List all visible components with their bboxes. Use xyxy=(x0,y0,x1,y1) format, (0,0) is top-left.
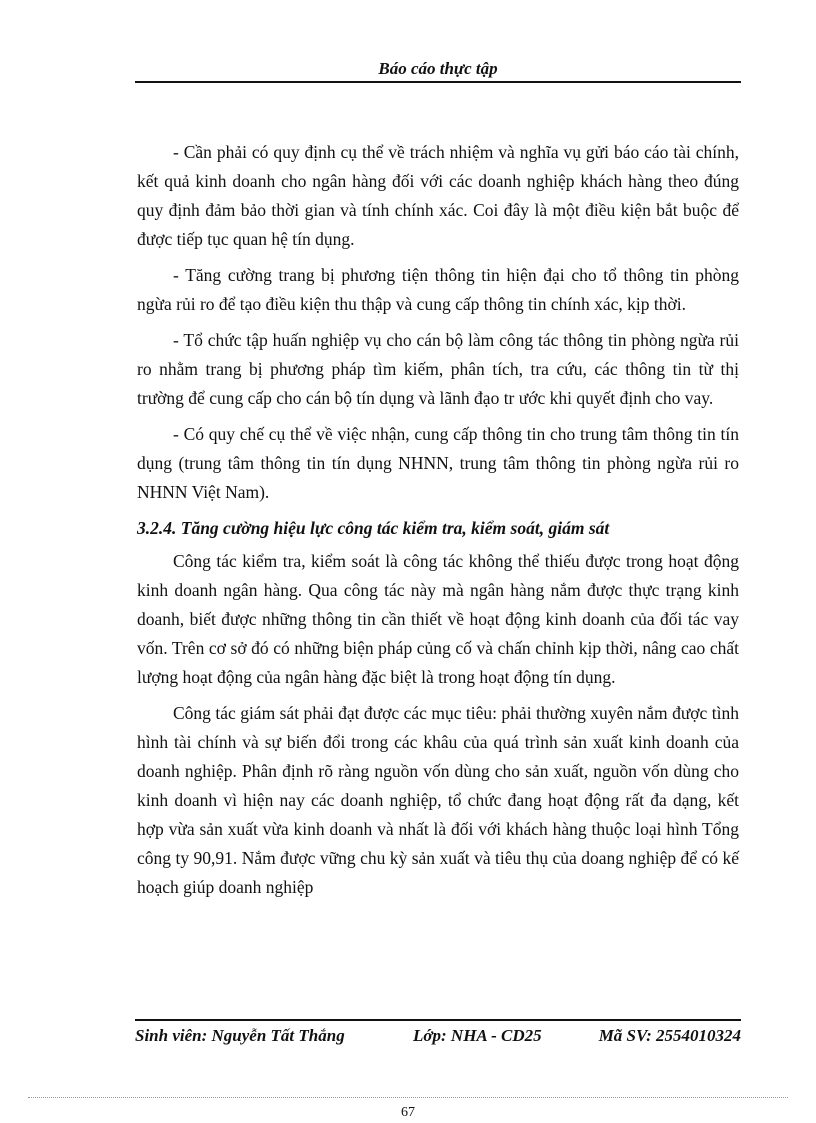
page-header-title: Báo cáo thực tập xyxy=(378,59,498,78)
page-boundary-line xyxy=(28,1097,788,1098)
paragraph-supervision-goals: Công tác giám sát phải đạt được các mục tiêu: phải thường xuyên nắm được tình hình tài chính và sự biến đổi trong các khâu của quá trình sản xuất kinh doanh của doanh nghiệp. Phân định rõ ràng nguồn vốn dùng cho sản xuất, nguồn vốn dùng cho kinh doanh vì hiện nay các doanh nghiệp, tổ chức đang hoạt động rất đa dạng, kết hợp vừa sản xuất vừa kinh doanh và nhất là đối với khách hàng thuộc loại hình Tổng công ty 90,91. Nắm được vững chu kỳ sản xuất và tiêu thụ của doang nghiệp để có kế hoạch giúp doanh nghiệp xyxy=(137,703,739,897)
section-heading-3-2-4: 3.2.4. Tăng cường hiệu lực công tác kiểm tra, kiểm soát, giám sát xyxy=(137,518,610,538)
footer-divider xyxy=(135,1019,741,1021)
page-footer xyxy=(135,1024,741,1048)
paragraph-info-equipment: - Tăng cường trang bị phương tiện thông tin hiện đại cho tổ thông tin phòng ngừa rủi ro để tạo điều kiện thu thập và cung cấp thông tin chính xác, kịp thời. xyxy=(137,265,739,314)
page-number: 67 xyxy=(401,1105,415,1120)
paragraph-report-obligation: - Cần phải có quy định cụ thể về trách nhiệm và nghĩa vụ gửi báo cáo tài chính, kết quả kinh doanh cho ngân hàng đối với các doanh nghiệp khách hàng theo đúng quy định đảm bảo thời gian và tính chính xác. Coi đây là một điều kiện bắt buộc để được tiếp tục quan hệ tín dụng. xyxy=(137,142,739,249)
footer-class-code: Lớp: NHA - CD25 xyxy=(413,1026,542,1045)
paragraph-training: - Tổ chức tập huấn nghiệp vụ cho cán bộ làm công tác thông tin phòng ngừa rủi ro nhằm trang bị phương pháp tìm kiếm, phân tích, tra cứu, các thông tin từ thị trường để cung cấp cho cán bộ tín dụng và lãnh đạo tr ước khi quyết định cho vay. xyxy=(137,330,739,408)
header-divider xyxy=(135,81,741,83)
footer-student-name: Sinh viên: Nguyễn Tất Thắng xyxy=(135,1026,345,1045)
paragraph-inspection-control: Công tác kiểm tra, kiểm soát là công tác không thể thiếu được trong hoạt động kinh doanh ngân hàng. Qua công tác này mà ngân hàng nắm được thực trạng kinh doanh, biết được những thông tin cần thiết về hoạt động kinh doanh của đối tác vay vốn. Trên cơ sở đó có những biện pháp củng cố và chấn chỉnh kịp thời, nâng cao chất lượng hoạt động của ngân hàng đặc biệt là trong hoạt động tín dụng. xyxy=(137,551,739,687)
footer-student-id: Mã SV: 2554010324 xyxy=(598,1026,741,1045)
paragraph-credit-info-center: - Có quy chế cụ thể về việc nhận, cung cấp thông tin cho trung tâm thông tin tín dụng (trung tâm thông tin tín dụng NHNN, trung tâm thông tin phòng ngừa rủi ro NHNN Việt Nam). xyxy=(137,424,739,502)
document-body xyxy=(137,138,739,909)
